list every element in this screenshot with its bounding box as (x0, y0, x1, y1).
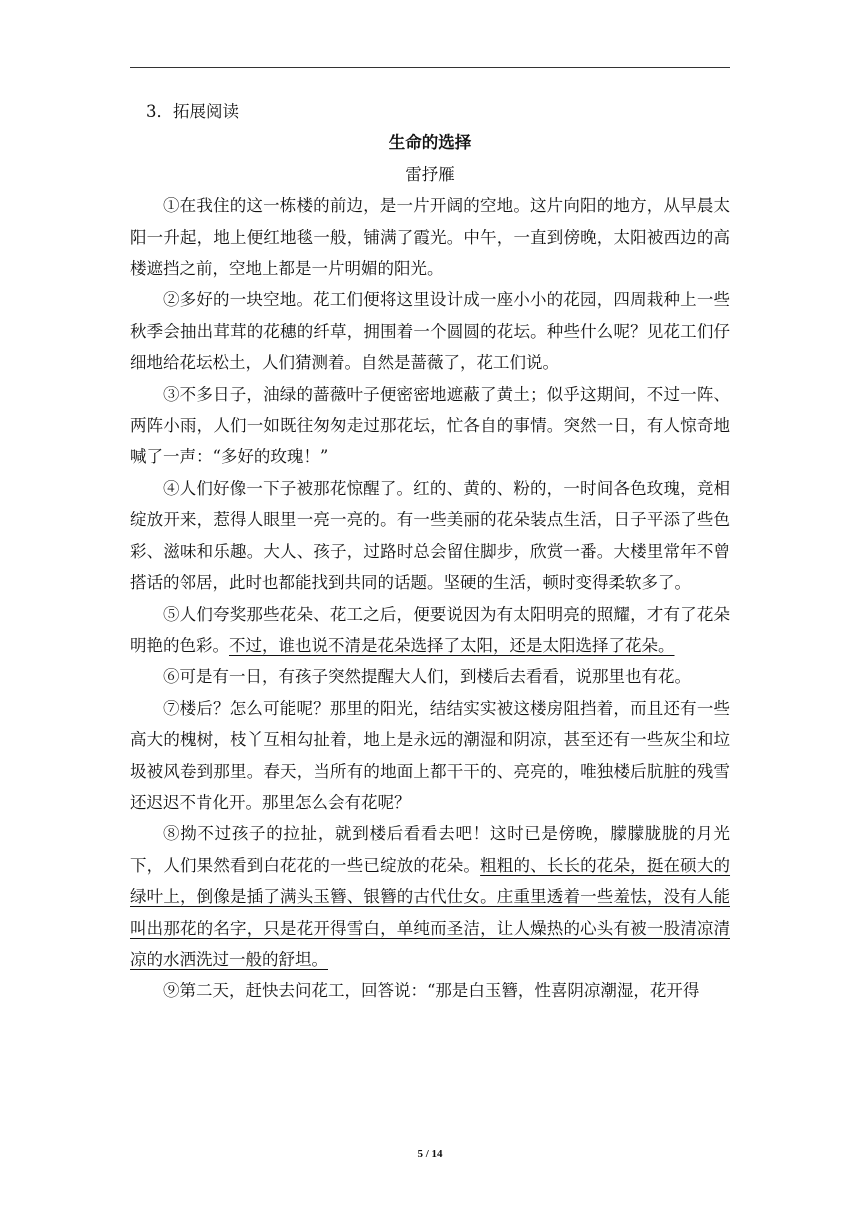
paragraph-9 (130, 975, 730, 1006)
paragraph-3 (130, 379, 730, 473)
paragraph-text: ⑤人们夸奖那些花朵、花工之后，便要说因为有太阳明亮的照耀，才有了花朵明艳的色彩。 (130, 604, 730, 655)
paragraph-8 (130, 818, 730, 975)
underlined-sentence: 粗粗的、长长的花朵，挺在硕大的绿叶上，倒像是插了满头玉簪、银簪的古代仕女。庄重里透着一些羞怯，没有人能叫出那花的名字，只是花开得雪白，单纯而圣洁，让人燥热的心头有被一股清凉清凉的水洒洗过一般的舒坦。 (130, 855, 731, 969)
header-divider (130, 67, 730, 68)
paragraph-7 (130, 693, 730, 819)
page-body (130, 96, 730, 1007)
paragraph-5 (130, 599, 730, 662)
paragraph-6 (130, 661, 730, 692)
paragraph-text: ⑦楼后？怎么可能呢？那里的阳光，结结实实被这楼房阻挡着，而且还有一些高大的槐树，枝丫互相勾扯着，地上是永远的潮湿和阴凉，甚至还有一些灰尘和垃圾被风卷到那里。春天，当所有的地面上都干干的、亮亮的，唯独楼后肮脏的残雪还迟迟不肯化开。那里怎么会有花呢？ (130, 698, 730, 812)
paragraph-text: ③不多日子，油绿的蔷薇叶子便密密地遮蔽了黄土；似乎这期间，不过一阵、两阵小雨，人们一如既往匆匆走过那花坛，忙各自的事情。突然一日，有人惊奇地喊了一声：“多好的玫瑰！” (130, 384, 730, 467)
paragraph-4 (130, 473, 730, 599)
paragraph-text: ①在我住的这一栋楼的前边，是一片开阔的空地。这片向阳的地方，从早晨太阳一升起，地上便红地毯一般，铺满了霞光。中午，一直到傍晚，太阳被西边的高楼遮挡之前，空地上都是一片明媚的阳光。 (130, 196, 730, 279)
article-author: 雷抒雁 (405, 164, 455, 184)
paragraph-text: ④人们好像一下子被那花惊醒了。红的、黄的、粉的，一时间各色玫瑰，竞相绽放开来，惹得人眼里一亮一亮的。有一些美丽的花朵装点生活，日子平添了些色彩、滋味和乐趣。大人、孩子，过路时总会留住脚步，欣赏一番。大楼里常年不曾搭话的邻居，此时也都能找到共同的话题。坚硬的生活，顿时变得柔软多了。 (130, 478, 730, 593)
paragraph-text: ⑨第二天，赶快去问花工，回答说：“那是白玉簪，性喜阴凉潮湿，花开得 (163, 981, 700, 1001)
paragraph-text: ②多好的一块空地。花工们便将这里设计成一座小小的花园，四周栽种上一些秋季会抽出茸茸的花穗的纤草，拥围着一个圆圆的花坛。种些什么呢？见花工们仔细地给花坛松土，人们猜测着。自然是蔷薇了，花工们说。 (130, 290, 730, 373)
underlined-sentence: 不过，谁也说不清是花朵选择了太阳，还是太阳选择了花朵。 (229, 635, 675, 655)
paragraph-2 (130, 284, 730, 378)
page-number: 5 / 14 (417, 1148, 443, 1160)
section-heading: 3．拓展阅读 (146, 102, 239, 121)
paragraph-1 (130, 190, 730, 284)
article-title: 生命的选择 (388, 133, 472, 153)
paragraph-text: ⑧拗不过孩子的拉扯，就到楼后看看去吧！这时已是傍晚，朦朦胧胧的月光下，人们果然看到白花花的一些已绽放的花朵。 (130, 824, 730, 875)
paragraph-text: ⑥可是有一日，有孩子突然提醒大人们，到楼后去看看，说那里也有花。 (163, 667, 691, 687)
